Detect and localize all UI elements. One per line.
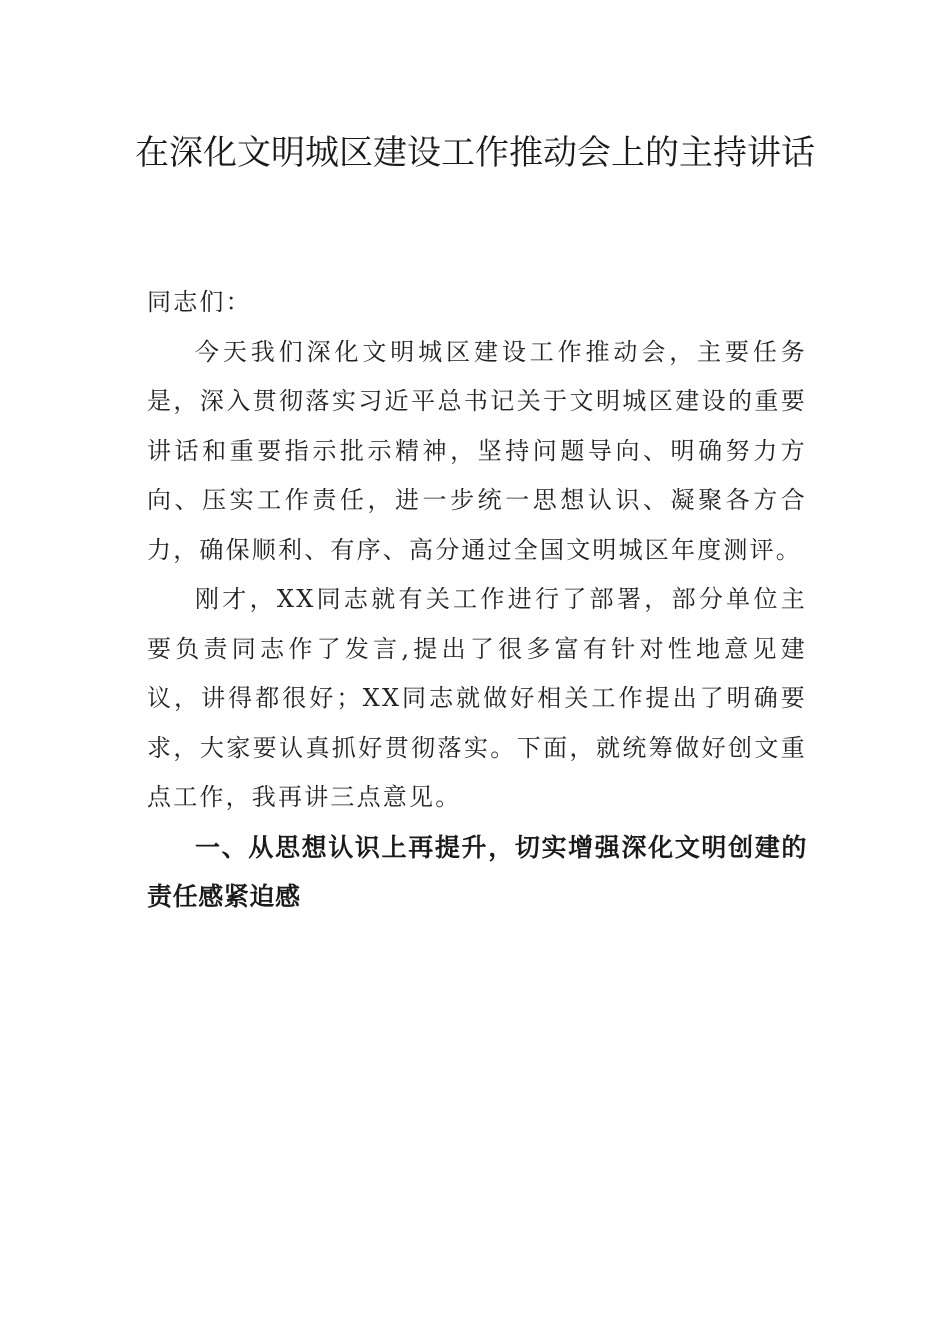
paragraph-2: 刚才，XX同志就有关工作进行了部署，部分单位主要负责同志作了发言,提出了很多富有针对性地意见建议，讲得都很好；XX同志就做好相关工作提出了明确要求，大家要认真抓好贯彻落实。下面，就统筹做好创文重点工作，我再讲三点意见。 [147,585,807,811]
paragraph-1: 今天我们深化文明城区建设工作推动会，主要任务是，深入贯彻落实习近平总书记关于文明城区建设的重要讲话和重要指示批示精神，坚持问题导向、明确努力方向、压实工作责任，进一步统一思想认识、凝聚各方合力，确保顺利、有序、高分通过全国文明城区年度测评。 [147,337,807,564]
document-body [147,278,807,922]
salutation: 同志们： [147,288,252,316]
document-title: 在深化文明城区建设工作推动会上的主持讲话 [135,133,815,173]
section-heading: 一、从思想认识上再提升，切实增强深化文明创建的责任感紧迫感 [147,832,807,911]
